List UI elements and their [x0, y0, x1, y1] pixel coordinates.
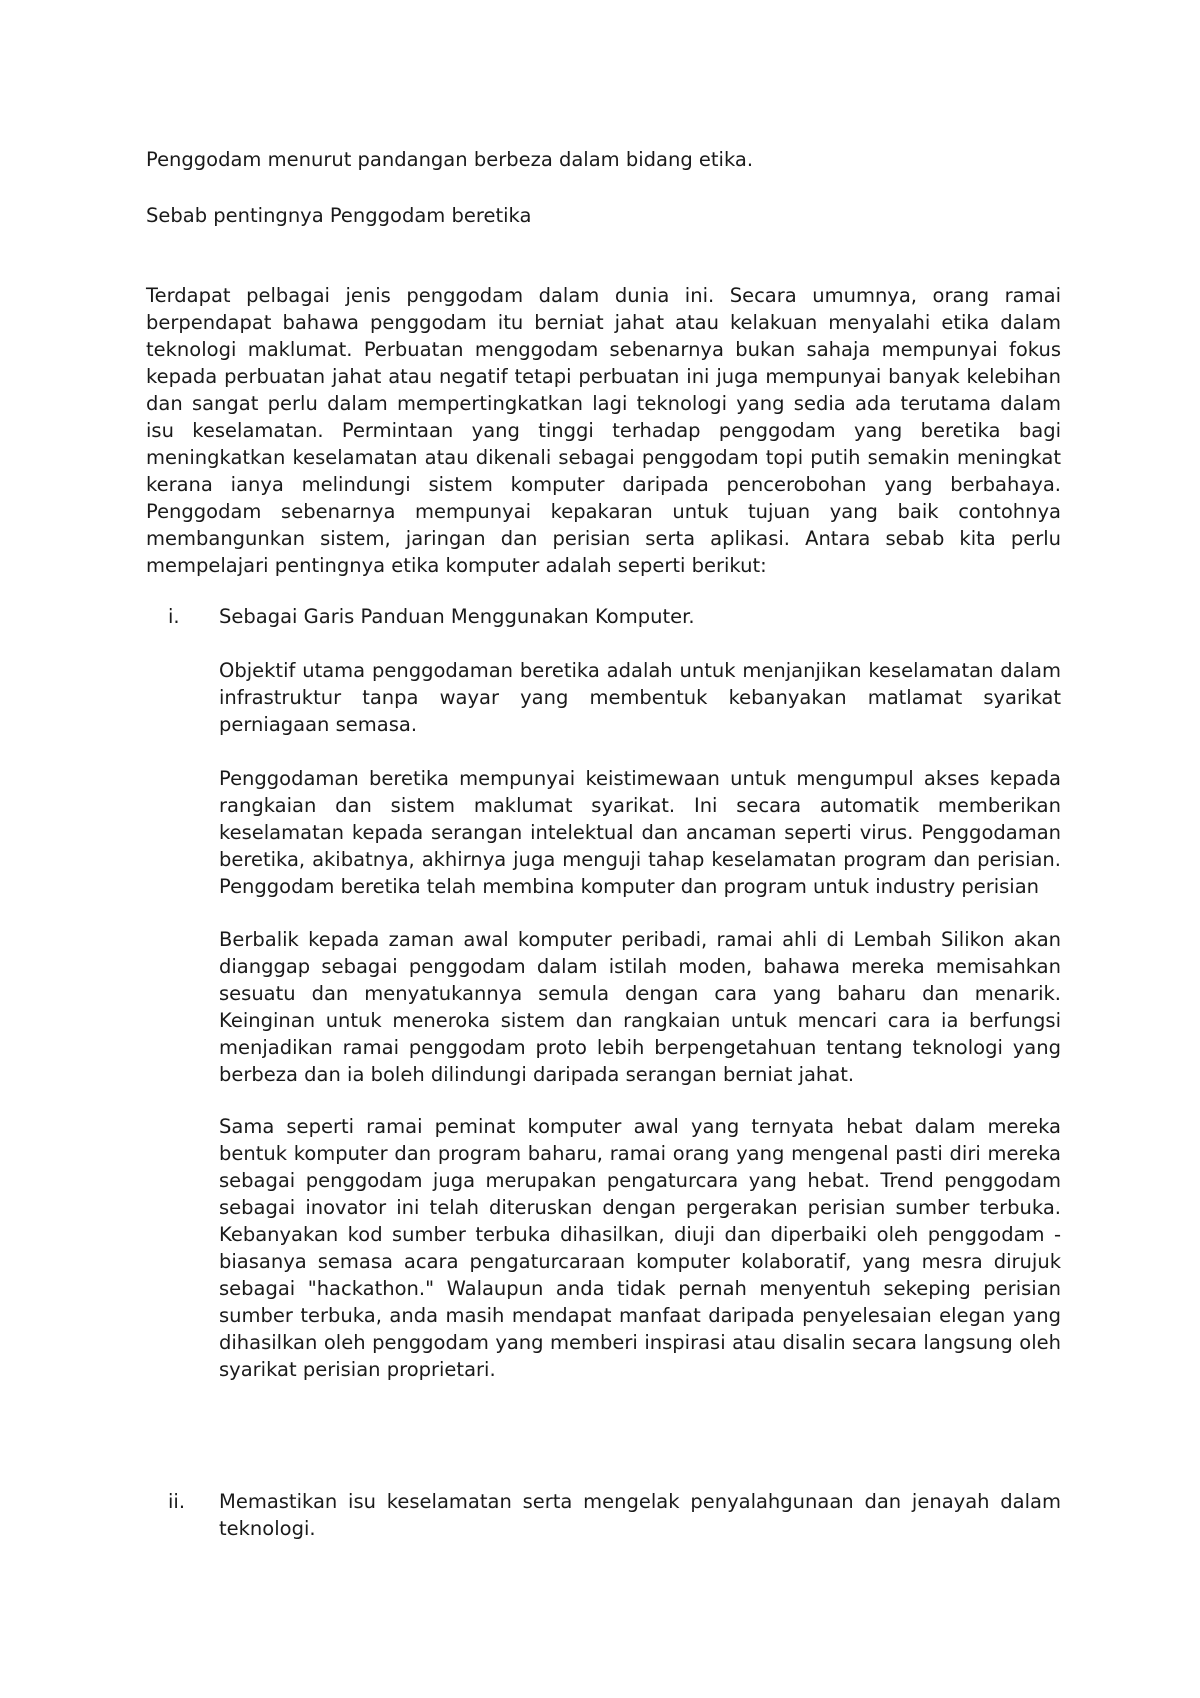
document-title: Penggodam menurut pandangan berbeza dalam bidang etika.	[146, 148, 754, 171]
intro-paragraph: Terdapat pelbagai jenis penggodam dalam dunia ini. Secara umumnya, orang ramai berpendapat bahawa penggodam itu berniat jahat atau kelakuan menyalahi etika dalam teknologi maklumat. Perbuatan menggodam sebenarnya bukan sahaja mempunyai fokus kepada perbuatan jahat atau negatif tetapi perbuatan ini juga mempunyai banyak kelebihan dan sangat perlu dalam mempertingkatkan lagi teknologi yang sedia ada terutama dalam isu keselamatan. Permintaan yang tinggi terhadap penggodam yang beretika bagi meningkatkan keselamatan atau dikenali sebagai penggodam topi putih semakin meningkat kerana ianya melindungi sistem komputer daripada pencerobohan yang berbahaya. Penggodam sebenarnya mempunyai kepakaran untuk tujuan yang baik contohnya membangunkan sistem, jaringan dan perisian serta aplikasi. Antara sebab kita perlu mempelajari pentingnya etika komputer adalah seperti berikut:	[146, 284, 1061, 577]
item-1-paragraph-3: Berbalik kepada zaman awal komputer peribadi, ramai ahli di Lembah Silikon akan dianggap sebagai penggodam dalam istilah moden, bahawa mereka memisahkan sesuatu dan menyatukannya semula dengan cara yang baharu dan menarik. Keinginan untuk meneroka sistem dan rangkaian untuk mencari cara ia berfungsi menjadikan ramai penggodam proto lebih berpengetahuan tentang teknologi yang berbeza dan ia boleh dilindungi daripada serangan berniat jahat.	[219, 928, 1061, 1086]
list-marker: ii.	[168, 1490, 186, 1513]
item-1-paragraph-2: Penggodaman beretika mempunyai keistimewaan untuk mengumpul akses kepada rangkaian dan sistem maklumat syarikat. Ini secara automatik memberikan keselamatan kepada serangan intelektual dan ancaman seperti virus. Penggodaman beretika, akibatnya, akhirnya juga menguji tahap keselamatan program dan perisian. Penggodam beretika telah membina komputer dan program untuk industry perisian	[219, 767, 1061, 898]
document-subtitle: Sebab pentingnya Penggodam beretika	[146, 204, 532, 227]
item-1-paragraph-1: Objektif utama penggodaman beretika adalah untuk menjanjikan keselamatan dalam infrastruktur tanpa wayar yang membentuk kebanyakan matlamat syarikat perniagaan semasa.	[219, 659, 1061, 736]
item-1-paragraph-4: Sama seperti ramai peminat komputer awal yang ternyata hebat dalam mereka bentuk komputer dan program baharu, ramai orang yang mengenal pasti diri mereka sebagai penggodam juga merupakan pengaturcara yang hebat. Trend penggodam sebagai inovator ini telah diteruskan dengan pergerakan perisian sumber terbuka. Kebanyakan kod sumber terbuka dihasilkan, diuji dan diperbaiki oleh penggodam - biasanya semasa acara pengaturcaraan komputer kolaboratif, yang mesra dirujuk sebagai "hackathon." Walaupun anda tidak pernah menyentuh sekeping perisian sumber terbuka, anda masih mendapat manfaat daripada penyelesaian elegan yang dihasilkan oleh penggodam yang memberi inspirasi atau disalin secara langsung oleh syarikat perisian proprietari.	[219, 1115, 1061, 1381]
list-item-heading: Memastikan isu keselamatan serta mengelak penyalahgunaan dan jenayah dalam teknologi.	[219, 1490, 1061, 1540]
list-item-heading: Sebagai Garis Panduan Menggunakan Komputer.	[219, 605, 695, 628]
list-marker: i.	[168, 605, 180, 628]
